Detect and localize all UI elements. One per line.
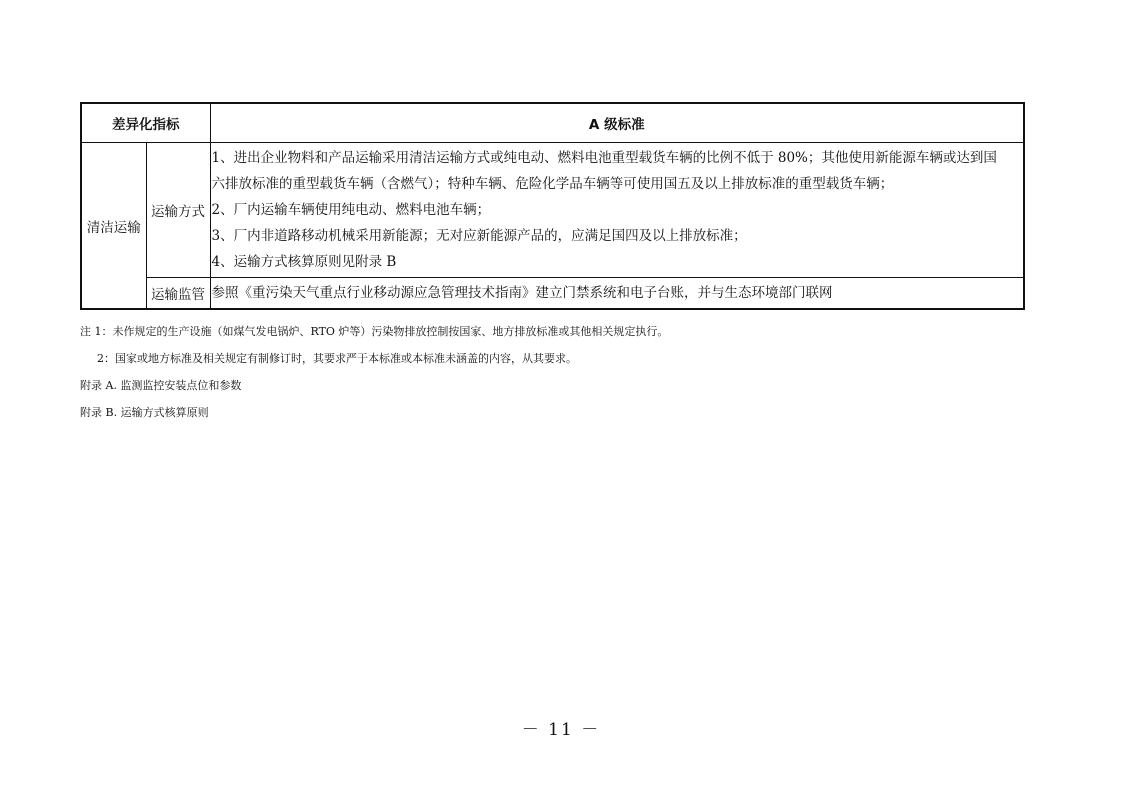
requirement-line: 参照《重污染天气重点行业移动源应急管理技术指南》建立门禁系统和电子台账，并与生态环境部门联网: [211, 285, 833, 301]
notes-section: [80, 318, 1020, 426]
note-1: 注 1：未作规定的生产设施（如煤气发电锅炉、RTO 炉等）污染物排放控制按国家、地方排放标准或其他相关规定执行。: [80, 325, 669, 338]
subcategory-cell: 运输方式: [146, 143, 210, 278]
category-cell: 清洁运输: [81, 143, 146, 310]
requirements-cell: [210, 143, 1024, 278]
header-grade-a: A 级标准: [210, 103, 1024, 143]
appendix-a: 附录 A. 监测监控安装点位和参数: [80, 379, 242, 392]
requirement-line: 4、运输方式核算原则见附录 B: [211, 254, 397, 270]
page-number: － 11 －: [521, 720, 601, 740]
table-row: [81, 143, 1024, 278]
table-header-row: [81, 103, 1024, 143]
requirement-line: 1、进出企业物料和产品运输采用清洁运输方式或纯电动、燃料电池重型载货车辆的比例不低于 80%；其他使用新能源车辆或达到国: [211, 150, 997, 166]
requirement-line: 2、厂内运输车辆使用纯电动、燃料电池车辆；: [211, 202, 491, 218]
table-row: [81, 278, 1024, 310]
appendix-b: 附录 B. 运输方式核算原则: [80, 406, 209, 419]
standards-table: [80, 102, 1025, 310]
requirements-cell: [210, 278, 1024, 310]
requirement-line: 六排放标准的重型载货车辆（含燃气）；特种车辆、危险化学品车辆等可使用国五及以上排放标准的重型载货车辆；: [211, 176, 894, 192]
subcategory-cell: 运输监管: [146, 278, 210, 310]
requirement-line: 3、厂内非道路移动机械采用新能源；无对应新能源产品的，应满足国四及以上排放标准；: [211, 228, 747, 244]
header-indicator: 差异化指标: [81, 103, 210, 143]
note-2: 2：国家或地方标准及相关规定有制修订时，其要求严于本标准或本标准未涵盖的内容，从其要求。: [97, 352, 577, 365]
